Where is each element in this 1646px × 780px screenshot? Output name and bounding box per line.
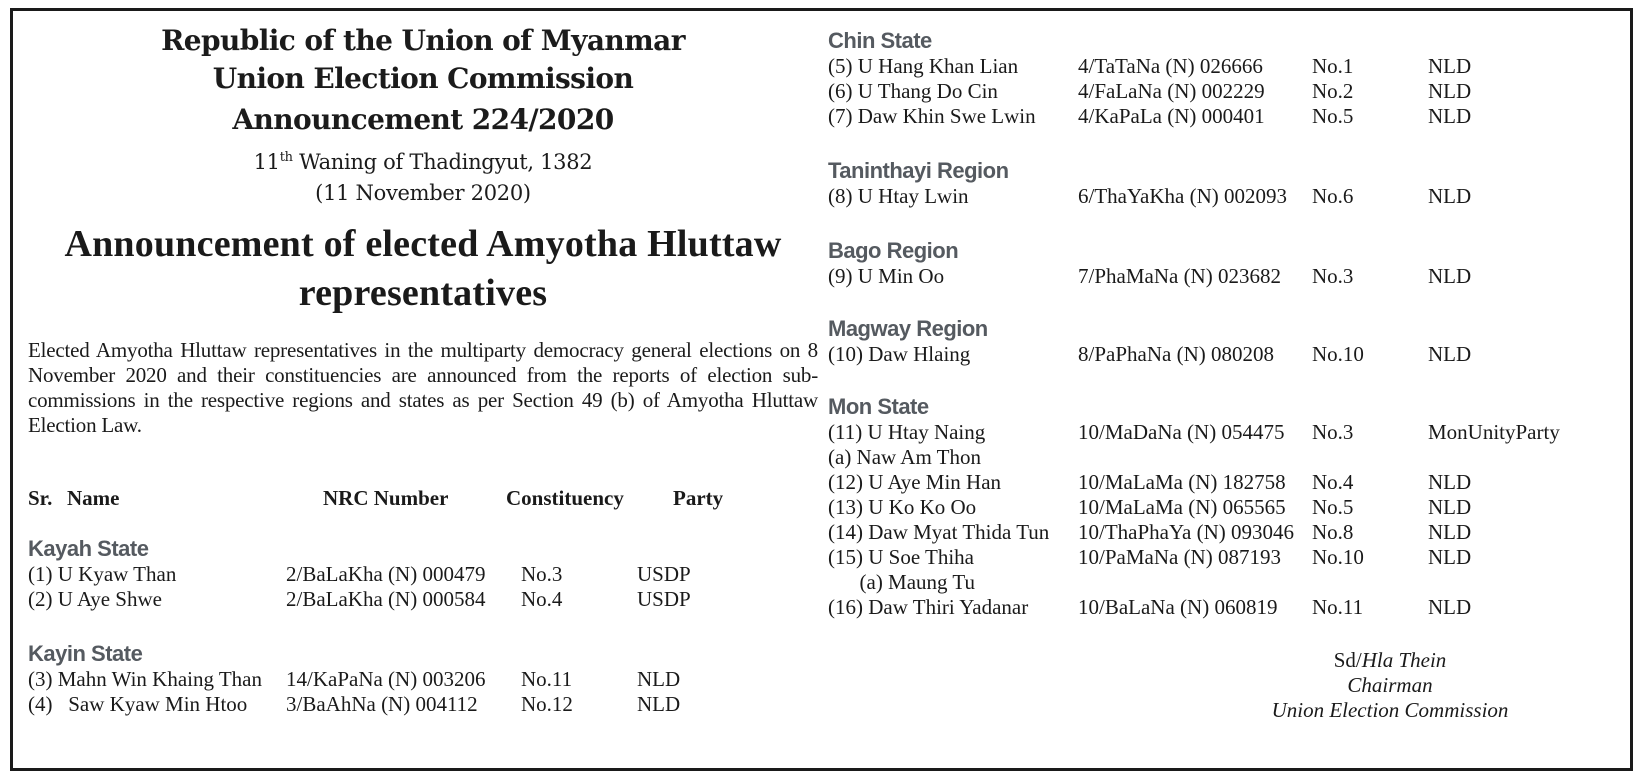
cell-name: (10) Daw Hlaing xyxy=(828,342,971,366)
cell-party: NLD xyxy=(1428,495,1472,519)
cell-nrc: 8/PaPhaNa (N) 080208 xyxy=(1078,342,1274,366)
section-block xyxy=(828,238,1618,289)
signature-block xyxy=(1230,648,1550,723)
section-block xyxy=(828,316,1618,367)
column-headers xyxy=(28,486,818,514)
table-row xyxy=(828,495,1618,520)
table-row xyxy=(828,184,1618,209)
table-row xyxy=(828,104,1618,129)
section-block xyxy=(828,158,1618,209)
cell-nrc: 4/TaTaNa (N) 026666 xyxy=(1078,54,1263,78)
cell-nrc: 10/MaDaNa (N) 054475 xyxy=(1078,420,1285,444)
cell-constituency: No.4 xyxy=(521,587,563,611)
header-myanmar-date xyxy=(28,142,818,178)
cell-constituency: No.2 xyxy=(1312,79,1354,103)
table-row xyxy=(828,545,1618,570)
table-row xyxy=(828,342,1618,367)
page-title-line1: Announcement of elected Amyotha Hluttaw xyxy=(64,223,782,265)
table-row xyxy=(28,587,818,612)
header-gregorian-date: (11 November 2020) xyxy=(315,181,531,205)
cell-party: NLD xyxy=(1428,520,1472,544)
col-header-nrc: NRC Number xyxy=(323,486,449,510)
cell-nrc: 4/KaPaLa (N) 000401 xyxy=(1078,104,1265,128)
cell-nrc: 10/BaLaNa (N) 060819 xyxy=(1078,595,1278,619)
cell-party: NLD xyxy=(1428,545,1472,569)
section-block xyxy=(28,536,818,612)
cell-constituency: No.8 xyxy=(1312,520,1354,544)
table-row xyxy=(28,692,818,717)
header-announcement-number: Announcement 224/2020 xyxy=(232,103,614,136)
cell-name: (7) Daw Khin Swe Lwin xyxy=(828,104,1036,128)
table-row xyxy=(828,54,1618,79)
table-row xyxy=(828,470,1618,495)
cell-nrc: 2/BaLaKha (N) 000479 xyxy=(286,562,486,586)
cell-name: (8) U Htay Lwin xyxy=(828,184,969,208)
cell-nrc: 6/ThaYaKha (N) 002093 xyxy=(1078,184,1288,208)
table-row xyxy=(828,420,1618,445)
cell-name: (13) U Ko Ko Oo xyxy=(828,495,977,519)
cell-party: NLD xyxy=(1428,470,1472,494)
cell-nrc: 14/KaPaNa (N) 003206 xyxy=(286,667,486,691)
col-header-name: Name xyxy=(67,486,120,510)
section-title: Kayin State xyxy=(28,641,143,666)
signature-org: Union Election Commission xyxy=(1271,698,1509,722)
cell-constituency: No.6 xyxy=(1312,184,1354,208)
cell-name: (2) U Aye Shwe xyxy=(28,587,162,611)
section-title: Taninthayi Region xyxy=(828,158,1009,183)
cell-constituency: No.1 xyxy=(1312,54,1354,78)
cell-nrc: 3/BaAhNa (N) 004112 xyxy=(286,692,478,716)
cell-nrc: 10/MaLaMa (N) 182758 xyxy=(1078,470,1286,494)
cell-party: NLD xyxy=(1428,264,1472,288)
page-title xyxy=(28,220,818,318)
col-header-sr: Sr. xyxy=(28,486,53,510)
cell-party: NLD xyxy=(1428,595,1472,619)
cell-nrc: 10/MaLaMa (N) 065565 xyxy=(1078,495,1286,519)
cell-party: MonUnityParty xyxy=(1428,420,1560,444)
signature-sd: Sd/ xyxy=(1333,648,1362,672)
table-row xyxy=(828,264,1618,289)
table-row xyxy=(28,562,818,587)
cell-constituency: No.5 xyxy=(1312,495,1354,519)
date-suffix: th xyxy=(279,150,293,165)
cell-constituency: No.12 xyxy=(521,692,573,716)
cell-name: (a) Naw Am Thon xyxy=(828,445,981,469)
col-header-party: Party xyxy=(673,486,724,510)
table-row xyxy=(828,595,1618,620)
page-title-line2: representatives xyxy=(298,272,548,314)
date-rest: Waning of Thadingyut, 1382 xyxy=(292,150,593,174)
cell-constituency: No.11 xyxy=(521,667,573,691)
date-day: 11 xyxy=(253,150,280,174)
cell-constituency: No.11 xyxy=(1312,595,1364,619)
section-block xyxy=(828,28,1618,129)
cell-name: (16) Daw Thiri Yadanar xyxy=(828,595,1029,619)
cell-party: NLD xyxy=(1428,342,1472,366)
cell-constituency: No.10 xyxy=(1312,342,1364,366)
cell-name: (4) Saw Kyaw Min Htoo xyxy=(28,692,248,716)
cell-party: NLD xyxy=(637,667,681,691)
cell-nrc: 7/PhaMaNa (N) 023682 xyxy=(1078,264,1281,288)
col-header-constituency: Constituency xyxy=(506,486,624,510)
right-sections xyxy=(828,28,1618,620)
cell-party: NLD xyxy=(1428,184,1472,208)
cell-name: (11) U Htay Naing xyxy=(828,420,986,444)
cell-party: NLD xyxy=(637,692,681,716)
left-sections xyxy=(28,536,818,717)
right-column xyxy=(828,22,1618,620)
cell-name: (14) Daw Myat Thida Tun xyxy=(828,520,1050,544)
section-block xyxy=(828,394,1618,620)
cell-name: (12) U Aye Min Han xyxy=(828,470,1002,494)
cell-name: (6) U Thang Do Cin xyxy=(828,79,998,103)
cell-party: USDP xyxy=(637,587,691,611)
left-column xyxy=(28,22,818,717)
section-title: Magway Region xyxy=(828,316,988,341)
section-title: Chin State xyxy=(828,28,932,53)
signature-role: Chairman xyxy=(1347,673,1433,697)
section-title: Mon State xyxy=(828,394,929,419)
cell-name: (5) U Hang Khan Lian xyxy=(828,54,1019,78)
cell-name: (1) U Kyaw Than xyxy=(28,562,177,586)
cell-name: (15) U Soe Thiha xyxy=(828,545,975,569)
cell-constituency: No.3 xyxy=(1312,264,1354,288)
table-row xyxy=(828,570,1618,595)
cell-constituency: No.4 xyxy=(1312,470,1354,494)
intro-paragraph: Elected Amyotha Hluttaw representatives in the multiparty democracy general elections on 8 November 2020 and their constituencies are announced from the reports of election sub-commissions in the respective regions and states as per Section 49 (b) of Amyotha Hluttaw Election Law. xyxy=(28,338,818,437)
cell-nrc: 10/PaMaNa (N) 087193 xyxy=(1078,545,1281,569)
header-republic: Republic of the Union of Myanmar xyxy=(161,24,685,57)
section-block xyxy=(28,641,818,717)
cell-name: (9) U Min Oo xyxy=(828,264,945,288)
cell-nrc: 10/ThaPhaYa (N) 093046 xyxy=(1078,520,1295,544)
cell-party: NLD xyxy=(1428,79,1472,103)
table-row xyxy=(828,79,1618,104)
header-commission: Union Election Commission xyxy=(212,62,634,95)
cell-constituency: No.5 xyxy=(1312,104,1354,128)
cell-name: (3) Mahn Win Khaing Than xyxy=(28,667,263,691)
cell-constituency: No.10 xyxy=(1312,545,1364,569)
signature-name: Hla Thein xyxy=(1361,648,1447,672)
cell-constituency: No.3 xyxy=(1312,420,1354,444)
signature-line xyxy=(1230,648,1550,673)
cell-party: USDP xyxy=(637,562,691,586)
cell-nrc: 4/FaLaNa (N) 002229 xyxy=(1078,79,1265,103)
cell-nrc: 2/BaLaKha (N) 000584 xyxy=(286,587,486,611)
table-row xyxy=(28,667,818,692)
cell-party: NLD xyxy=(1428,54,1472,78)
cell-constituency: No.3 xyxy=(521,562,563,586)
section-title: Bago Region xyxy=(828,238,959,263)
section-title: Kayah State xyxy=(28,536,149,561)
cell-party: NLD xyxy=(1428,104,1472,128)
table-row xyxy=(828,445,1618,470)
cell-name: (a) Maung Tu xyxy=(828,570,976,594)
table-row xyxy=(828,520,1618,545)
